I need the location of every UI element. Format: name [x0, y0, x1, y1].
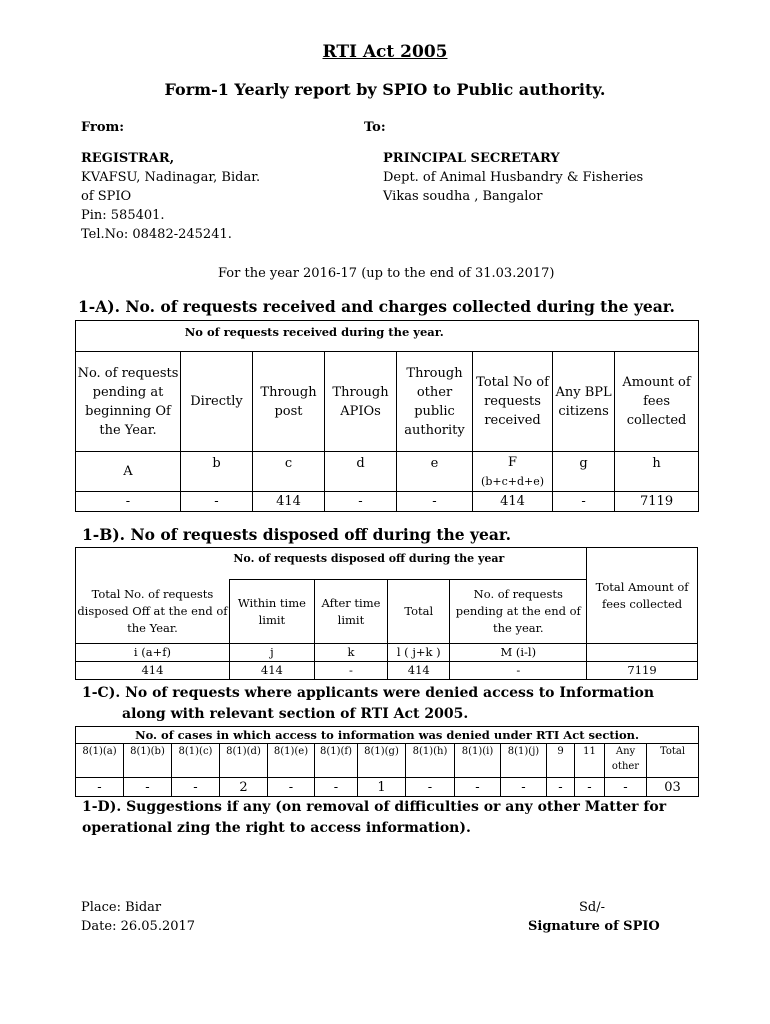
from-line: Tel.No: 08482-245241.	[81, 227, 232, 242]
column-header: 8(1)(f)	[315, 744, 358, 778]
table-cell: -	[268, 778, 315, 797]
to-label: To:	[364, 120, 386, 135]
column-code: M (i-l)	[450, 644, 587, 662]
from-line: KVAFSU, Nadinagar, Bidar.	[81, 170, 261, 185]
column-header: Through post	[253, 352, 325, 452]
section-1d-title: 1-D). Suggestions if any (on removal of difficulties or any other Matter for	[82, 799, 667, 815]
column-header: 8(1)(a)	[76, 744, 124, 778]
place: Place: Bidar	[81, 900, 162, 915]
column-header: Through APIOs	[325, 352, 397, 452]
requests-received-table	[75, 320, 699, 512]
column-header: 8(1)(e)	[268, 744, 315, 778]
form-title: Form-1 Yearly report by SPIO to Public authority.	[164, 80, 606, 99]
column-code	[587, 644, 698, 662]
signature-label: Signature of SPIO	[528, 919, 660, 934]
table-cell: -	[172, 778, 220, 797]
table-cell: 7119	[615, 492, 699, 512]
from-address	[81, 149, 260, 244]
table-cell: 1	[358, 778, 406, 797]
table-cell: 414	[229, 662, 314, 680]
table-cell: -	[124, 778, 172, 797]
report-period: For the year 2016-17 (up to the end of 31.03.2017)	[218, 266, 555, 281]
table-cell: -	[605, 778, 647, 797]
to-line: Vikas soudha , Bangalor	[383, 189, 543, 204]
requests-denied-table	[75, 726, 699, 797]
column-header: No. of requests pending at the end of the year.	[450, 580, 587, 644]
column-code: h	[615, 452, 699, 492]
column-code: e	[397, 452, 473, 492]
column-header: 8(1)(d)	[220, 744, 268, 778]
column-header: 11	[575, 744, 605, 778]
from-line: Pin: 585401.	[81, 208, 165, 223]
column-code: c	[253, 452, 325, 492]
table-cell: -	[325, 492, 397, 512]
section-1d-title-continued: operational zing the right to access information).	[82, 820, 471, 836]
column-header: Amount of fees collected	[615, 352, 699, 452]
column-header: 8(1)(j)	[501, 744, 547, 778]
table-cell: -	[406, 778, 455, 797]
from-label: From:	[81, 120, 125, 135]
table-cell: 2	[220, 778, 268, 797]
column-header: No. of requests pending at beginning Of the Year.	[76, 352, 181, 452]
column-header: Total	[647, 744, 699, 778]
act-title: RTI Act 2005	[322, 42, 448, 62]
table-cell: 414	[388, 662, 450, 680]
column-code: i (a+f)	[76, 644, 230, 662]
table-cell: -	[76, 492, 181, 512]
table-cell: -	[181, 492, 253, 512]
column-code: j	[229, 644, 314, 662]
table-caption: No. of cases in which access to information was denied under RTI Act section.	[76, 727, 699, 744]
table-cell: -	[315, 778, 358, 797]
table-cell: 414	[473, 492, 553, 512]
column-code: F (b+c+d+e)	[473, 452, 553, 492]
from-line: of SPIO	[81, 189, 132, 204]
table-cell: 414	[76, 662, 230, 680]
column-code: d	[325, 452, 397, 492]
column-header: Directly	[181, 352, 253, 452]
table-caption: No of requests received during the year.	[76, 321, 553, 352]
table-cell: -	[314, 662, 387, 680]
column-header: Total Amount of fees collected	[587, 548, 698, 644]
table-cell: -	[553, 492, 615, 512]
from-line: REGISTRAR,	[81, 151, 175, 166]
date: Date: 26.05.2017	[81, 919, 196, 934]
to-address	[383, 149, 643, 206]
column-code: k	[314, 644, 387, 662]
table-cell: -	[397, 492, 473, 512]
column-header: Through other public authority	[397, 352, 473, 452]
signed-mark: Sd/-	[579, 900, 605, 915]
table-cell: -	[76, 778, 124, 797]
column-header: Within time limit	[229, 580, 314, 644]
section-1c-title-continued: along with relevant section of RTI Act 2005.	[122, 706, 469, 722]
to-line: Dept. of Animal Husbandry & Fisheries	[383, 170, 644, 185]
column-code: g	[553, 452, 615, 492]
column-header: Total No of requests received	[473, 352, 553, 452]
table-cell: -	[501, 778, 547, 797]
column-header: 8(1)(b)	[124, 744, 172, 778]
table-cell: -	[450, 662, 587, 680]
column-header: After time limit	[314, 580, 387, 644]
table-row	[76, 778, 699, 797]
table-row	[76, 662, 698, 680]
table-cell: -	[547, 778, 575, 797]
requests-disposed-table	[75, 547, 698, 680]
column-header: Total No. of requests disposed Off at the end of the Year.	[76, 580, 230, 644]
section-1a-title: 1-A). No. of requests received and charges collected during the year.	[78, 297, 675, 316]
table-cell: -	[455, 778, 501, 797]
column-header: Any BPL citizens	[553, 352, 615, 452]
table-caption: No. of requests disposed off during the year	[229, 548, 586, 580]
table-row	[76, 492, 699, 512]
table-cell: -	[575, 778, 605, 797]
to-line: PRINCIPAL SECRETARY	[383, 151, 560, 166]
column-header: 8(1)(g)	[358, 744, 406, 778]
table-cell: 414	[253, 492, 325, 512]
column-code: b	[181, 452, 253, 492]
column-header: 8(1)(h)	[406, 744, 455, 778]
table-cell: 03	[647, 778, 699, 797]
column-header: Any other	[605, 744, 647, 778]
column-header: 8(1)(c)	[172, 744, 220, 778]
section-1b-title: 1-B). No of requests disposed off during the year.	[82, 525, 512, 544]
column-code: l ( j+k )	[388, 644, 450, 662]
column-header: Total	[388, 580, 450, 644]
column-code: A	[76, 452, 181, 492]
column-header: 9	[547, 744, 575, 778]
column-header: 8(1)(i)	[455, 744, 501, 778]
table-cell: 7119	[587, 662, 698, 680]
section-1c-title: 1-C). No of requests where applicants were denied access to Information	[82, 685, 655, 701]
